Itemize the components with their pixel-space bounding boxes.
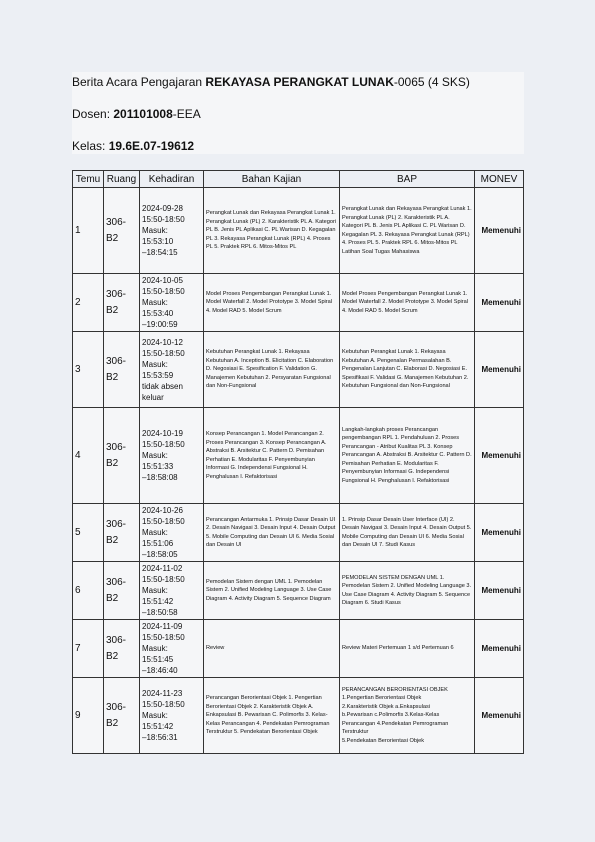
cell-bahan-kajian: Kebutuhan Perangkat Lunak 1. Rekayasa Kebutuhan A. Inception B. Elicitation C. Elaboration D. Negosiasi E. Spesification F. Validation G. Manajemen Kebutuhan 2. Persyaratan Fungsional dan Non-Fungsional <box>204 332 340 408</box>
cell-temu: 9 <box>73 678 104 754</box>
lecturer-line <box>72 107 201 121</box>
cell-bap: 1. Prinsip Dasar Desain User Interface (UI) 2. Desain Navigasi 3. Desain Input 4. Desain Output 5. Mobile Computing dan Desain UI 6. Media Sosial dan Desain UI 7. Studi Kasus <box>340 504 475 562</box>
dosen-label: Dosen: <box>72 107 114 121</box>
cell-bap: Perangkat Lunak dan Rekayasa Perangkat Lunak 1. Perangkat Lunak (PL) 2. Karakteristik PL A. Kategori PL B. Jenis PL Aplikasi C. PL Warisan D. Kegagalan PL 3. Rekayasa Perangkat Lunak (RPL) 4. Proses PL 5. Praktek RPL 6. Mitos-Mitos PL Latihan Soal Tugas Mahasiswa <box>340 188 475 274</box>
cell-ruang: 306- B2 <box>104 274 140 332</box>
cell-monev: Memenuhi <box>475 332 524 408</box>
cell-bahan-kajian: Perancangan Antarmuka 1. Prinsip Dasar Desain UI 2. Desain Navigasi 3. Desain Input 4. Desain Output 5. Mobile Computing dan Desain UI 6. Media Sosial dan Desain UI <box>204 504 340 562</box>
cell-monev: Memenuhi <box>475 408 524 504</box>
attendance-table <box>72 170 524 754</box>
cell-temu: 5 <box>73 504 104 562</box>
dosen-suffix: -EEA <box>172 107 201 121</box>
cell-monev: Memenuhi <box>475 620 524 678</box>
table-header-row <box>73 171 524 188</box>
cell-kehadiran: 2024-11-02 15:50-18:50 Masuk: 15:51:42 –18:50:58 <box>140 562 204 620</box>
cell-kehadiran: 2024-10-19 15:50-18:50 Masuk: 15:51:33 –18:58:08 <box>140 408 204 504</box>
dosen-id: 201101008 <box>113 107 173 121</box>
cell-ruang: 306- B2 <box>104 620 140 678</box>
col-header-ruang: Ruang <box>104 171 140 188</box>
cell-temu: 2 <box>73 274 104 332</box>
table-row <box>73 504 524 562</box>
cell-ruang: 306- B2 <box>104 678 140 754</box>
cell-bap: Langkah-langkah proses Perancangan pengembangan RPL 1. Pendahuluan 2. Proses Perancangan - Atribut Kualitas PL 3. Konsep Perancangan A. Abstraksi B. Arsitektur C. Pattern D. Pemisahan Perhatian E. Modularitas F. Penyembunyian Informasi G. Independensi Fungsional H. Penghalusan I. Refaktorisasi <box>340 408 475 504</box>
kelas-label: Kelas: <box>72 139 109 153</box>
table-row <box>73 408 524 504</box>
cell-ruang: 306- B2 <box>104 332 140 408</box>
table-row <box>73 274 524 332</box>
col-header-kehadiran: Kehadiran <box>140 171 204 188</box>
cell-ruang: 306- B2 <box>104 408 140 504</box>
table-row <box>73 620 524 678</box>
cell-kehadiran: 2024-11-09 15:50-18:50 Masuk: 15:51:45 –18:46:40 <box>140 620 204 678</box>
col-header-temu: Temu <box>73 171 104 188</box>
cell-kehadiran: 2024-11-23 15:50-18:50 Masuk: 15:51:42 –18:56:31 <box>140 678 204 754</box>
cell-bap: PERANCANGAN BERORIENTASI OBJEK 1.Pengertian Berorientasi Objek 2.Karakteristik Objek a.Enkapsulasi b.Pewarisan c.Polimorfis 3.Kelas-Kelas Perancangan 4.Pendekatan Pemrograman Terstruktur 5.Pendekatan Berorientasi Objek <box>340 678 475 754</box>
cell-monev: Memenuhi <box>475 274 524 332</box>
cell-temu: 4 <box>73 408 104 504</box>
cell-bap: Model Proses Pengembangan Perangkat Lunak 1. Model Waterfall 2. Model Prototype 3. Model Spiral 4. Model RAD 5. Model Scrum <box>340 274 475 332</box>
cell-bahan-kajian: Pemodelan Sistem dengan UML 1. Pemodelan Sistem 2. Unified Modeling Language 3. Use Case Diagram 4. Activity Diagram 5. Sequence Diagram <box>204 562 340 620</box>
cell-ruang: 306- B2 <box>104 562 140 620</box>
table-row <box>73 332 524 408</box>
page-title <box>72 75 470 89</box>
cell-bap: Review Materi Pertemuan 1 s/d Pertemuan 6 <box>340 620 475 678</box>
cell-ruang: 306- B2 <box>104 188 140 274</box>
cell-bahan-kajian: Konsep Perancangan 1. Model Perancangan 2. Proses Perancangan 3. Konsep Perancangan A. Abstraksi B. Arsitektur C. Pattern D. Pemisahan Perhatian E. Modularitas F. Penyembunyian Informasi G. Independensi Fungsional H. Penghalusan I. Refaktorisasi <box>204 408 340 504</box>
cell-bap: PEMODELAN SISTEM DENGAN UML 1. Pemodelan Sistem 2. Unified Modeling Language 3. Use Case Diagram 4. Activity Diagram 5. Sequence Diagram 6. Studi Kasus <box>340 562 475 620</box>
kelas-value: 19.6E.07-19612 <box>108 139 195 153</box>
cell-kehadiran: 2024-10-12 15:50-18:50 Masuk: 15:53:59 tidak absen keluar <box>140 332 204 408</box>
cell-kehadiran: 2024-09-28 15:50-18:50 Masuk: 15:53:10 –18:54:15 <box>140 188 204 274</box>
cell-kehadiran: 2024-10-26 15:50-18:50 Masuk: 15:51:06 –18:58:05 <box>140 504 204 562</box>
course-code: -0065 (4 SKS) <box>393 75 470 89</box>
col-header-bap: BAP <box>340 171 475 188</box>
cell-temu: 6 <box>73 562 104 620</box>
cell-temu: 1 <box>73 188 104 274</box>
cell-bahan-kajian: Perancangan Berorientasi Objek 1. Pengertian Berorientasi Objek 2. Karakteristik Objek A. Enkapsulasi B. Pewarisan C. Polimorfis 3. Kelas-Kelas Perancangan 4. Pendekatan Pemrograman Terstruktur 5. Pendekatan Berorientasi Objek <box>204 678 340 754</box>
cell-monev: Memenuhi <box>475 562 524 620</box>
table-row <box>73 678 524 754</box>
col-header-monev: MONEV <box>475 171 524 188</box>
cell-monev: Memenuhi <box>475 504 524 562</box>
cell-bahan-kajian: Perangkat Lunak dan Rekayasa Perangkat Lunak 1. Perangkat Lunak (PL) 2. Karakteristik PL A. Kategori PL B. Jenis PL Aplikasi C. PL Warisan D. Kegagalan PL 3. Rekayasa Perangkat Lunak (RPL) 4. Proses PL 5. Praktek RPL 6. Mitos-Mitos PL <box>204 188 340 274</box>
cell-bahan-kajian: Model Proses Pengembangan Perangkat Lunak 1. Model Waterfall 2. Model Prototype 3. Model Spiral 4. Model RAD 5. Model Scrum <box>204 274 340 332</box>
cell-kehadiran: 2024-10-05 15:50-18:50 Masuk: 15:53:40 –19:00:59 <box>140 274 204 332</box>
cell-monev: Memenuhi <box>475 188 524 274</box>
col-header-bahan-kajian: Bahan Kajian <box>204 171 340 188</box>
cell-temu: 3 <box>73 332 104 408</box>
cell-bahan-kajian: Review <box>204 620 340 678</box>
cell-monev: Memenuhi <box>475 678 524 754</box>
cell-ruang: 306- B2 <box>104 504 140 562</box>
class-line <box>72 139 194 153</box>
cell-temu: 7 <box>73 620 104 678</box>
table-row <box>73 562 524 620</box>
cell-bap: Kebutuhan Perangkat Lunak 1. Rekayasa Kebutuhan A. Pengenalan Permasalahan B. Pengenalan Lanjutan C. Elaborasi D. Negosiasi E. Spesifikasi F. Validasi G. Manajemen Kebutuhan 2. Kebutuhan Fungsional dan Non-Fungsional <box>340 332 475 408</box>
title-prefix: Berita Acara Pengajaran <box>72 75 206 89</box>
course-name: REKAYASA PERANGKAT LUNAK <box>205 75 394 89</box>
table-row <box>73 188 524 274</box>
